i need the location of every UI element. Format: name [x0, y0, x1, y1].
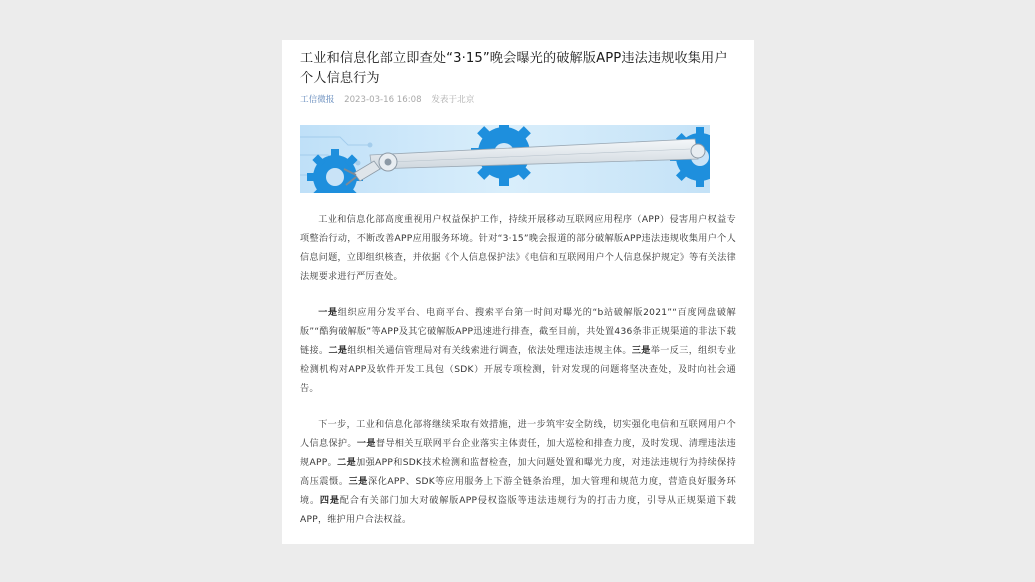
paragraph-text: 工业和信息化部高度重视用户权益保护工作，持续开展移动互联网应用程序（APP）侵害用户权益专项整治行动，不断改善APP应用服务环境。针对“3·15”晚会报道的部分破解版APP违法违规收集用户个人信息问题，立即组织核查，并依据《个人信息保护法》《电信和互联网用户个人信息保护规定》等有关法律法规要求进行严厉查处。 [300, 215, 736, 282]
emphasis-label: 一是 [356, 439, 376, 449]
emphasis-label: 一是 [318, 308, 338, 318]
emphasis-label: 四是 [319, 496, 340, 506]
article-body [300, 211, 736, 530]
emphasis-label: 三是 [631, 346, 651, 356]
author-link[interactable]: 工信微报 [300, 95, 335, 105]
article-paragraph [300, 304, 736, 399]
emphasis-label: 二是 [337, 458, 357, 468]
paragraph-text: 配合有关部门加大对破解版APP侵权盗版等违法违规行为的打击力度，引导从正规渠道下载APP，维护用户合法权益。 [300, 496, 736, 525]
article-card [282, 40, 754, 544]
publish-time: 2023-03-16 16:08 [344, 95, 422, 105]
article-paragraph [300, 211, 736, 287]
article-paragraph [300, 416, 736, 530]
paragraph-text: 深化APP、SDK等应用服务上下游全链条治理，加大管理和规范力度，营造良好服务环境。 [300, 477, 736, 506]
publish-location: 发表于北京 [431, 95, 475, 105]
emphasis-label: 三是 [348, 477, 368, 487]
paragraph-text: 组织应用分发平台、电商平台、搜索平台第一时间对曝光的“b站破解版2021”“百度网盘破解版”“酷狗破解版”等APP及其它破解版APP迅速进行排查，截至目前，共处置436条非正规渠道的非法下载链接。 [300, 308, 736, 356]
banner-image [300, 125, 710, 193]
paragraph-text: 加强APP和SDK技术检测和监督检查，加大问题处置和曝光力度，对违法违规行为持续保持高压震慑。 [300, 458, 736, 487]
article-meta [300, 94, 736, 107]
emphasis-label: 二是 [328, 346, 348, 356]
paragraph-text: 督导相关互联网平台企业落实主体责任，加大巡检和排查力度，及时发现、清理违法违规APP。 [300, 439, 736, 468]
paragraph-text: 下一步，工业和信息化部将继续采取有效措施，进一步筑牢安全防线，切实强化电信和互联网用户个人信息保护。 [300, 420, 736, 449]
paragraph-text: 组织相关通信管理局对有关线索进行调查，依法处理违法违规主体。 [347, 346, 632, 356]
paragraph-text: 举一反三，组织专业检测机构对APP及软件开发工具包（SDK）开展专项检测，针对发现的问题将坚决查处，及时向社会通告。 [300, 346, 736, 394]
article-title: 工业和信息化部立即查处“3·15”晚会曝光的破解版APP违法违规收集用户个人信息行为 [300, 51, 728, 86]
